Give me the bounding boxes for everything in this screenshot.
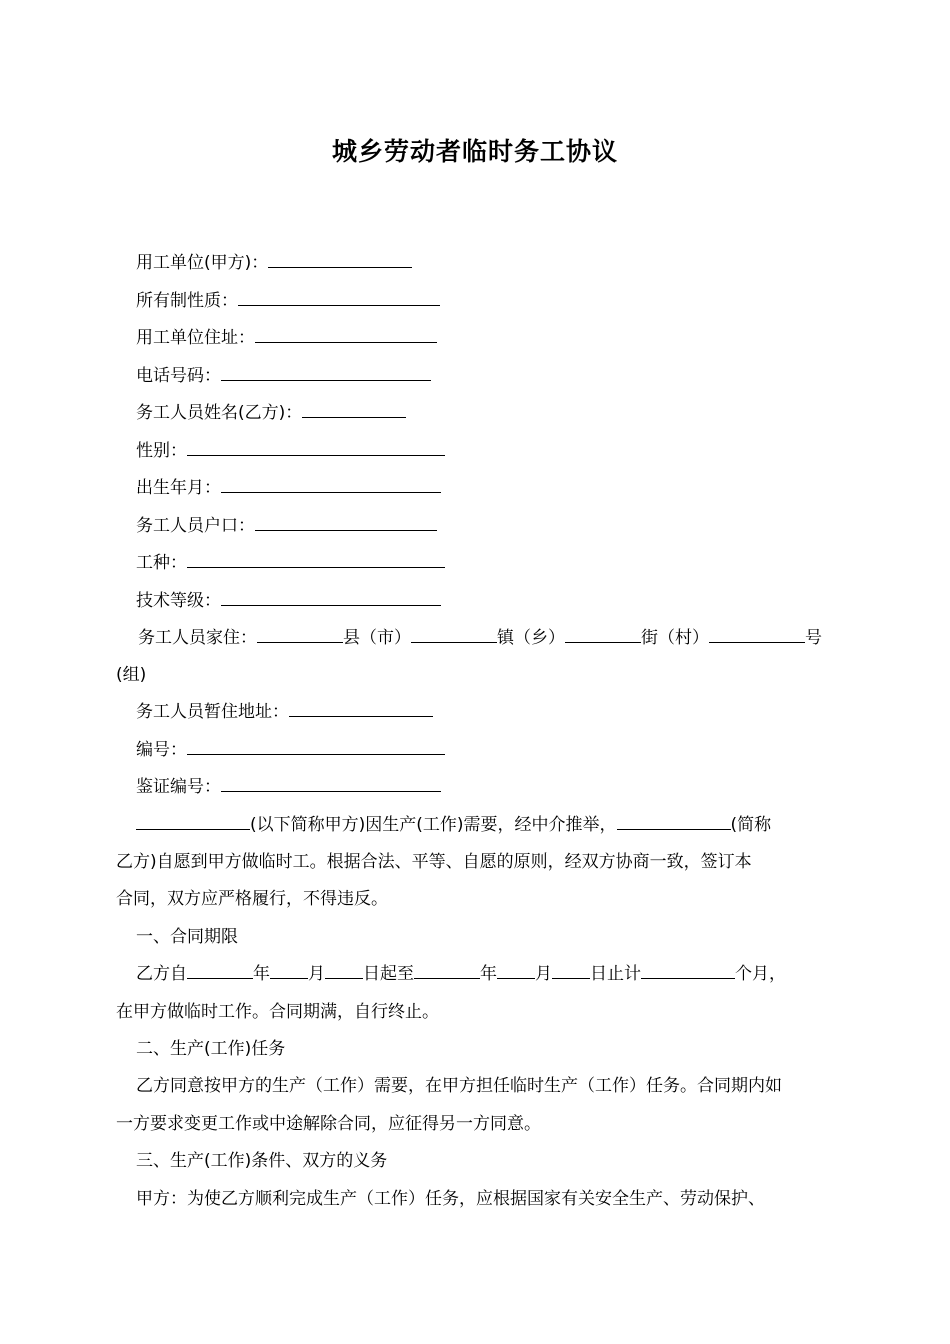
- field-label: 务工人员暂住地址：: [136, 702, 289, 722]
- field-gender: [116, 437, 836, 465]
- field-home-address: [116, 624, 836, 652]
- blank-line: [221, 775, 441, 792]
- field-verification-number: [116, 773, 836, 801]
- address-town-label: 镇（乡）: [497, 628, 565, 648]
- blank-line: [302, 401, 406, 418]
- intro-text: (以下简称甲方)因生产(工作)需要，经中介推举，: [250, 815, 617, 835]
- section-heading-1: 一、合同期限: [136, 927, 238, 947]
- field-label: 鉴证编号：: [136, 777, 221, 797]
- section1-line-1: [116, 960, 836, 988]
- section1-text: 年: [253, 964, 270, 984]
- section1-text: 月: [535, 964, 552, 984]
- blank-line: [565, 626, 641, 643]
- document-title: 城乡劳动者临时务工协议: [331, 137, 618, 166]
- section2-line-1: 乙方同意按甲方的生产（工作）需要，在甲方担任临时生产（工作）任务。合同期内如: [136, 1076, 782, 1096]
- blank-line: [270, 962, 308, 979]
- field-ownership: [116, 287, 836, 315]
- field-label: 务工人员家住：: [138, 628, 257, 648]
- blank-line: [641, 962, 735, 979]
- section1-line-2: 在甲方做临时工作。合同期满，自行终止。: [116, 1002, 439, 1022]
- section2-line-2: 一方要求变更工作或中途解除合同，应征得另一方同意。: [116, 1114, 541, 1134]
- field-label: 性别：: [136, 441, 187, 461]
- field-birth-date: [116, 474, 836, 502]
- blank-line: [552, 962, 590, 979]
- section1-text: 日止计: [590, 964, 641, 984]
- blank-line: [289, 700, 433, 717]
- field-label: 用工单位住址：: [136, 328, 255, 348]
- field-employer: [116, 249, 836, 277]
- address-group-line: [116, 661, 836, 689]
- field-label: 电话号码：: [136, 366, 221, 386]
- blank-line: [255, 326, 437, 343]
- field-label: 编号：: [136, 740, 187, 760]
- address-number-label: 号: [805, 628, 822, 648]
- field-skill-level: [116, 587, 836, 615]
- blank-line: [325, 962, 363, 979]
- field-employer-address: [116, 324, 836, 352]
- section1-text: 日起至: [363, 964, 414, 984]
- blank-line: [497, 962, 535, 979]
- blank-line: [617, 813, 731, 830]
- field-label: 用工单位(甲方)：: [136, 253, 269, 273]
- blank-line: [414, 962, 480, 979]
- field-label: 务工人员姓名(乙方)：: [136, 403, 303, 423]
- field-serial-number: [116, 736, 836, 764]
- address-county-label: 县（市）: [343, 628, 411, 648]
- address-group-label: (组): [116, 665, 147, 685]
- section1-text: 乙方自: [136, 964, 187, 984]
- intro-line-2: 乙方)自愿到甲方做临时工。根据合法、平等、自愿的原则，经双方协商一致，签订本: [116, 852, 752, 872]
- blank-line: [257, 626, 343, 643]
- blank-line: [221, 364, 431, 381]
- field-label: 工种：: [136, 553, 187, 573]
- field-label: 技术等级：: [136, 591, 221, 611]
- field-temp-address: [116, 698, 836, 726]
- field-label: 所有制性质：: [136, 291, 238, 311]
- blank-line: [268, 251, 412, 268]
- section-heading-2: 二、生产(工作)任务: [136, 1039, 286, 1059]
- intro-line-1: [116, 811, 836, 839]
- blank-line: [411, 626, 497, 643]
- blank-line: [238, 289, 440, 306]
- intro-text: (简称: [730, 815, 772, 835]
- blank-line: [221, 589, 441, 606]
- section1-text: 个月，: [735, 964, 786, 984]
- field-phone: [116, 362, 836, 390]
- field-label: 出生年月：: [136, 478, 221, 498]
- blank-line: [187, 439, 445, 456]
- blank-line: [136, 813, 250, 830]
- section3-line-1: 甲方：为使乙方顺利完成生产（工作）任务，应根据国家有关安全生产、劳动保护、: [136, 1189, 765, 1209]
- blank-line: [255, 514, 437, 531]
- blank-line: [709, 626, 805, 643]
- blank-line: [187, 551, 445, 568]
- blank-line: [221, 476, 441, 493]
- blank-line: [187, 962, 253, 979]
- intro-line-3: 合同，双方应严格履行，不得违反。: [116, 889, 388, 909]
- field-worker-name: [116, 399, 836, 427]
- field-label: 务工人员户口：: [136, 516, 255, 536]
- section1-text: 年: [480, 964, 497, 984]
- field-job-type: [116, 549, 836, 577]
- section1-text: 月: [308, 964, 325, 984]
- section-heading-3: 三、生产(工作)条件、双方的义务: [136, 1151, 388, 1171]
- field-worker-hukou: [116, 512, 836, 540]
- address-street-label: 街（村）: [641, 628, 709, 648]
- blank-line: [187, 738, 445, 755]
